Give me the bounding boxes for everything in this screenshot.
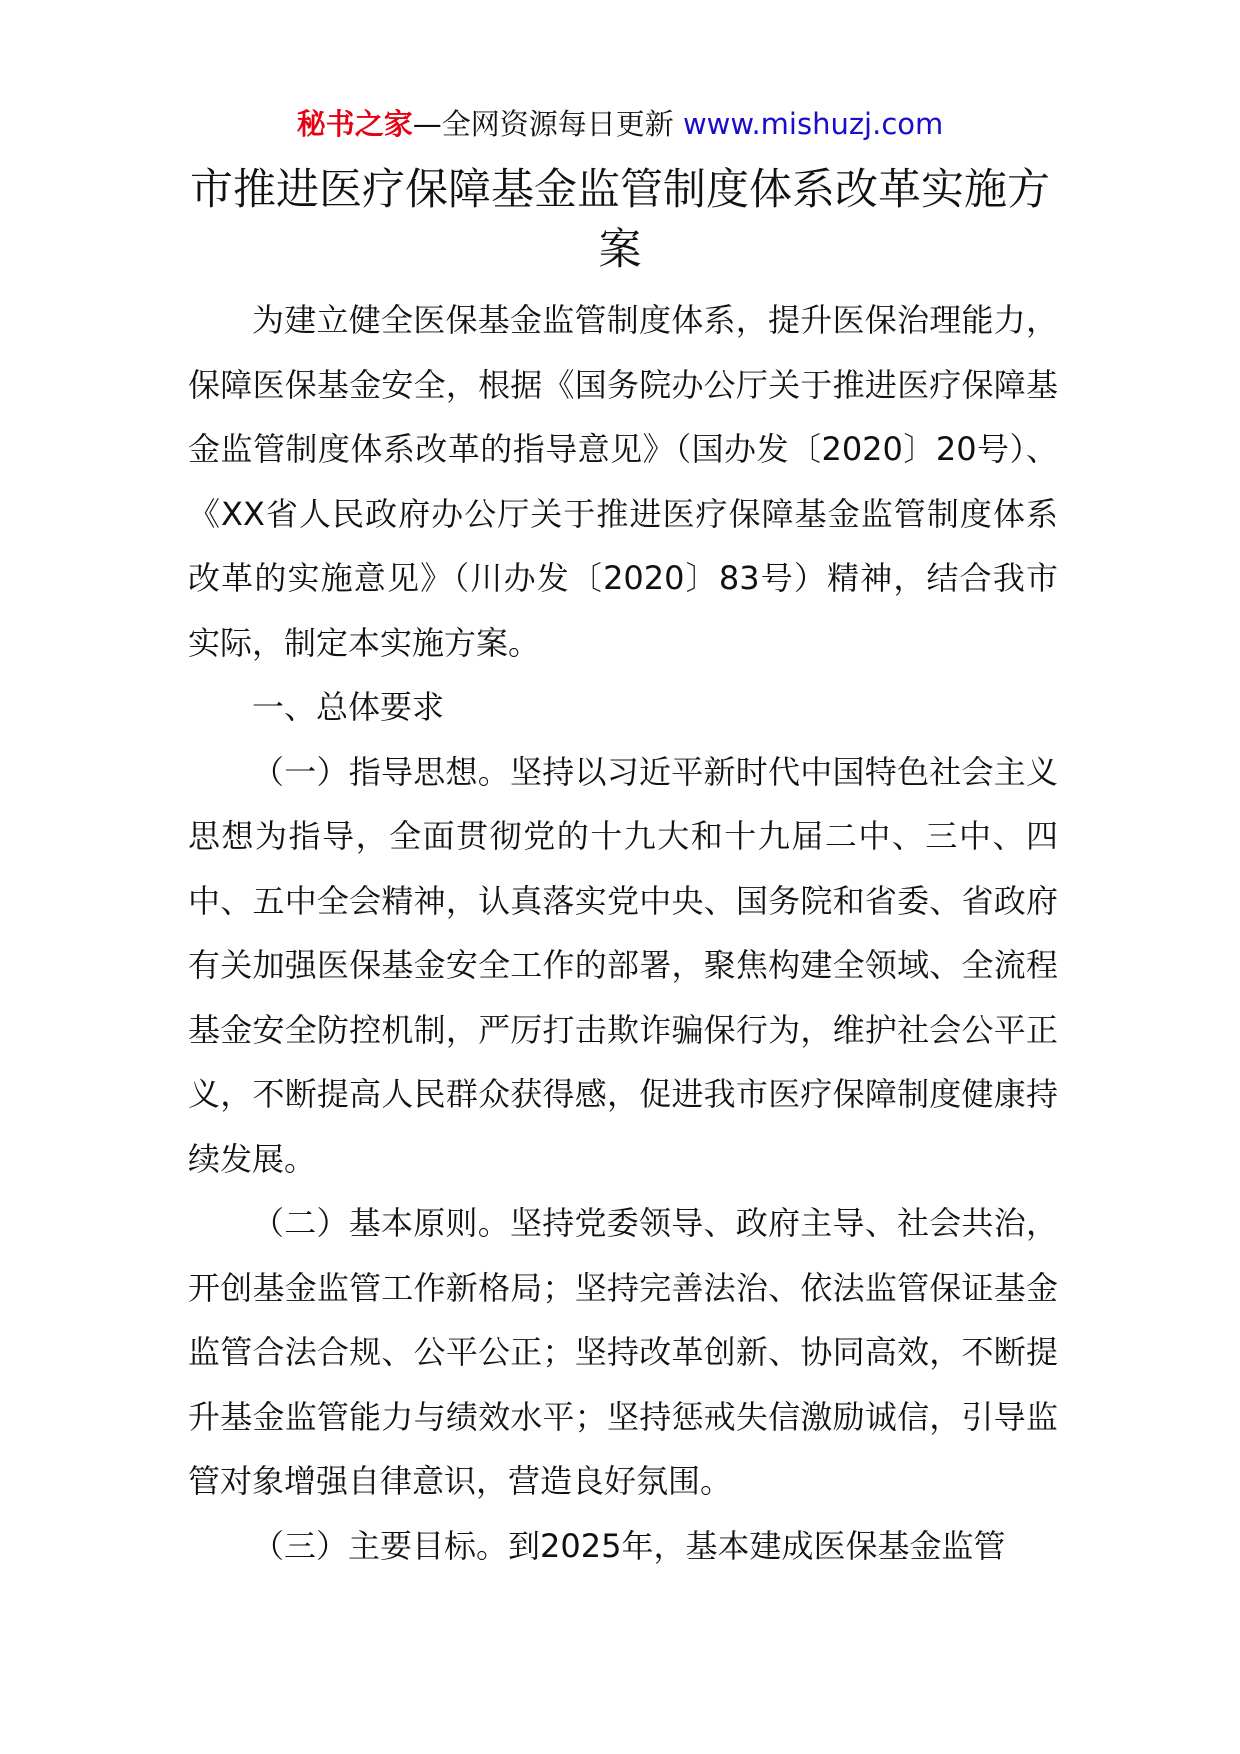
- document-title: 市推进医疗保障基金监管制度体系改革实施方案: [190, 165, 1050, 275]
- paragraph-guiding-ideology: （一）指导思想。坚持以习近平新时代中国特色社会主义思想为指导，全面贯彻党的十九大和十九届二中、三中、四中、五中全会精神，认真落实党中央、国务院和省委、省政府有关加强医保基金安全工作的部署，聚焦构建全领域、全流程基金安全防控机制，严厉打击欺诈骗保行为，维护社会公平正义，不断提高人民群众获得感，促进我市医疗保障制度健康持续发展。: [188, 752, 1058, 1178]
- paragraph-main-goals: （三）主要目标。到2025年，基本建成医保基金监管: [252, 1526, 1006, 1565]
- brand-name: 秘书之家: [296, 107, 413, 141]
- section-heading: 一、总体要求: [252, 688, 445, 726]
- paragraph-basic-principles: （二）基本原则。坚持党委领导、政府主导、社会共治，开创基金监管工作新格局；坚持完善法治、依法监管保证基金监管合法合规、公平公正；坚持改革创新、协同高效，不断提升基金监管能力与绩效水平；坚持惩戒失信激励诚信，引导监管对象增强自律意识，营造良好氛围。: [188, 1204, 1058, 1500]
- header-tagline: —全网资源每日更新: [412, 107, 674, 141]
- site-link[interactable]: www.mishuzj.com: [682, 107, 944, 141]
- paragraph-intro: 为建立健全医保基金监管制度体系，提升医保治理能力，保障医保基金安全，根据《国务院办公厅关于推进医疗保障基金监管制度体系改革的指导意见》（国办发〔2020〕20号）、《XX省人民政府办公厅关于推进医疗保障基金监管制度体系改革的实施意见》（川办发〔2020〕83号）精神，结合我市实际，制定本实施方案。: [188, 301, 1058, 662]
- watermark-header: [0, 104, 1240, 144]
- document-body: [188, 288, 1058, 1578]
